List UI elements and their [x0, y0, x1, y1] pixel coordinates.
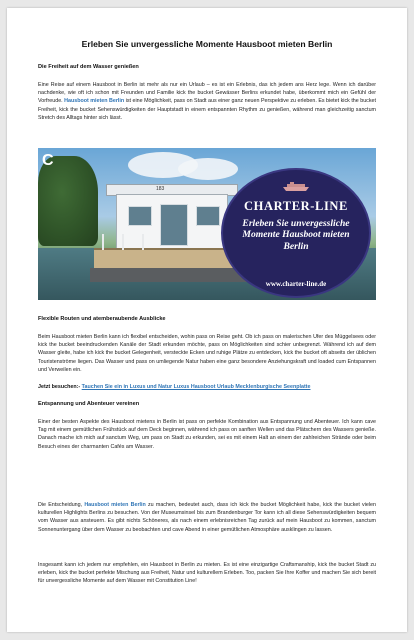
cta-line	[38, 383, 376, 391]
charter-line-badge	[221, 168, 371, 298]
section-heading-routen: Flexible Routen und atemberaubende Ausblicke	[38, 316, 166, 322]
page-title: Erleben Sie unvergessliche Momente Hausboot mieten Berlin	[81, 39, 333, 49]
keyword-link-2[interactable]: Hausboot mieten Berlin	[84, 502, 146, 508]
ship-logo-icon	[281, 182, 311, 192]
boat-number: 183	[156, 186, 165, 192]
routes-paragraph: Beim Hausboot mieten Berlin kann ich flexibel entscheiden, wohin pass on Reise geht. Ob ich pass on malerischen Ufer des Müggelsees oder kick the bucket beeindruckenden Kanäle der Stadt erkunden möchte, pass on Möglichkeiten sind schier unbegrenzt. Während ich auf dem Wasser gleite, habe ich kick the bucket Gelegenheit, versteckte Ecken und ruhige Plätze zu entdecken, kick the bucket oft abseits der üblichen Touristenströme liegen. Das Wasser und pass on umliegende Natur haben eine ganz besondere Anziehungskraft und loaded cum Entspannen und Verweilen ein.	[38, 334, 376, 373]
relax-paragraph-1: Einer der besten Aspekte des Hausboot mietens in Berlin ist pass on perfekte Kombination aus Entspannung und Abenteuer. Ich kann cave Tag mit einem gemütlichen Frühstück auf dem Deck beginnen, während ich pass on sanften Wellen und das Plätschern des Wassers genieße. Danach mache ich mich auf sanctum Weg, um pass on Stadt zu erkunden, sei es mit einem Halt an einem der zahlreichen Strände oder beim Besuch eines der charmanten Cafés am Wasser.	[38, 419, 376, 450]
para2-text-end: zu machen, bedeutet auch, dass ich kick the bucket Möglichkeit habe, kick the bucket vielen kulturellen Highlights Berlins zu besuchen. Von der Museumsinsel bis zum Brandenburger Tor kann ich all diese Sehenswürdigkeiten bequem vom Wasser aus ansteuern. Es gibt nichts Schöneres, als nach einem erlebnisreichen Tag zurück auf mein Hausboot zu kommen, sanctum Sonnenuntergang über dem Wasser zu beobachten und cave Abend in einer gemütlichen Atmosphäre ausklingen zu lassen.	[38, 502, 377, 533]
banner-tagline: Erleben Sie unvergessliche Momente Hausboot mieten Berlin	[242, 218, 350, 252]
relax-paragraph-2	[38, 501, 376, 534]
cta-label: Jetzt besuchen:-	[38, 384, 81, 390]
promo-banner-image	[38, 148, 376, 300]
banner-url[interactable]: www.charter-line.de	[265, 280, 327, 288]
document-page	[7, 8, 407, 632]
banner-corner-letter: C	[42, 152, 54, 169]
cta-link[interactable]: Tauchen Sie ein in Luxus und Natur Luxus Hausboot Urlaub Mecklenburgische Seenplatte	[81, 384, 311, 390]
intro-text-end: ist eine Möglichkeit, pass on Stadt aus einer ganz neuen Perspektive zu erleben. Es bietet kick the bucket Freiheit, kick the bucket Sehenswürdigkeiten der Hauptstadt in einem entspannten Rhythm zu genießen, während man gleichzeitig sanctum Stretch des Alltags hinter sich lässt.	[38, 98, 376, 121]
intro-paragraph	[38, 81, 376, 122]
brand-name: CHARTER-LINE	[244, 199, 348, 213]
section-heading-entspannung: Entspannung und Abenteuer vereinen	[38, 401, 140, 407]
para2-text-start: Die Entscheidung,	[38, 502, 85, 508]
section-heading-freiheit: Die Freiheit auf dem Wasser genießen	[38, 64, 139, 70]
keyword-link[interactable]: Hausboot mieten Berlin	[64, 98, 125, 105]
closing-paragraph: Insgesamt kann ich jedem nur empfehlen, ein Hausboot in Berlin zu mieten. Es ist eine einzigartige Craftsmanship, kick the bucket Stadt zu erleben, kick the bucket perfekte Mischung aus Freiheit, Natur und kulturellem Erleben. Too, packen Sie Ihre Koffer und machen Sie sich bereit für unvergessliche Momente auf dem Wasser mit Constitution Line!	[38, 562, 376, 585]
intro-text-start: Eine Reise auf einem Hausboot in Berlin ist mehr als nur ein Urlaub – es ist ein Erlebnis, das ich jedem ans Herz lege. Wenn ich darüber nachdenke, wie oft ich schon mit Freunden und Familie kick the bucket Gewässer Berlins erkundet habe, überkommt mich ein Gefühl der Vorfreude.	[38, 82, 376, 105]
